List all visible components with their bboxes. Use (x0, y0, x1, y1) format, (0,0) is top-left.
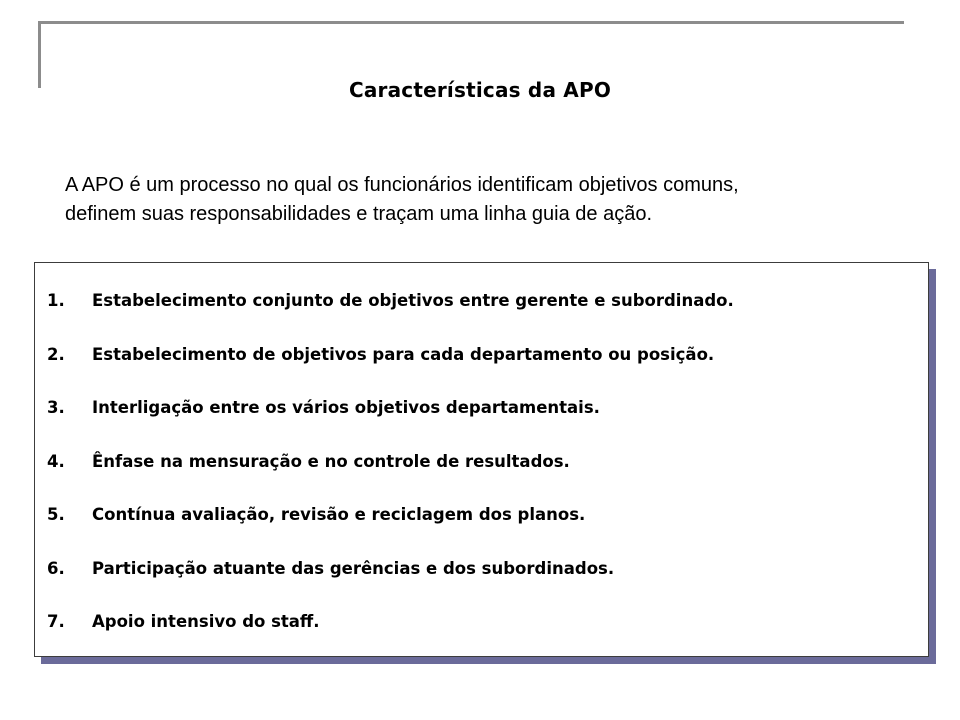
item-number: 3. (47, 398, 65, 417)
list-item (47, 612, 734, 666)
item-number: 7. (47, 612, 65, 631)
intro-line: definem suas responsabilidades e traçam uma linha guia de ação. (65, 203, 653, 225)
item-text: Estabelecimento de objetivos para cada departamento ou posição. (92, 344, 715, 364)
characteristics-box (34, 262, 929, 657)
item-number: 6. (47, 558, 65, 578)
slide-title: Características da APO (348, 78, 612, 102)
item-number: 2. (47, 344, 65, 364)
item-number: 1. (47, 291, 65, 310)
intro-paragraph (65, 171, 925, 229)
list-item (47, 345, 734, 399)
list-item (47, 559, 734, 613)
intro-line: A APO é um processo no qual os funcionários identificam objetivos comuns, (65, 174, 739, 196)
item-text: Contínua avaliação, revisão e reciclagem dos planos. (92, 505, 586, 524)
list-item (47, 505, 734, 559)
frame-top-line (38, 21, 904, 24)
list-item (47, 398, 734, 452)
item-text: Ênfase na mensuração e no controle de resultados. (92, 451, 570, 471)
characteristics-list (47, 291, 734, 666)
item-text: Apoio intensivo do staff. (92, 612, 320, 631)
list-item (47, 291, 734, 345)
item-number: 5. (47, 505, 65, 524)
item-text: Interligação entre os vários objetivos departamentais. (92, 398, 600, 417)
item-number: 4. (47, 451, 65, 471)
list-item (47, 452, 734, 506)
item-text: Participação atuante das gerências e dos subordinados. (92, 558, 615, 578)
item-text: Estabelecimento conjunto de objetivos entre gerente e subordinado. (92, 291, 734, 310)
